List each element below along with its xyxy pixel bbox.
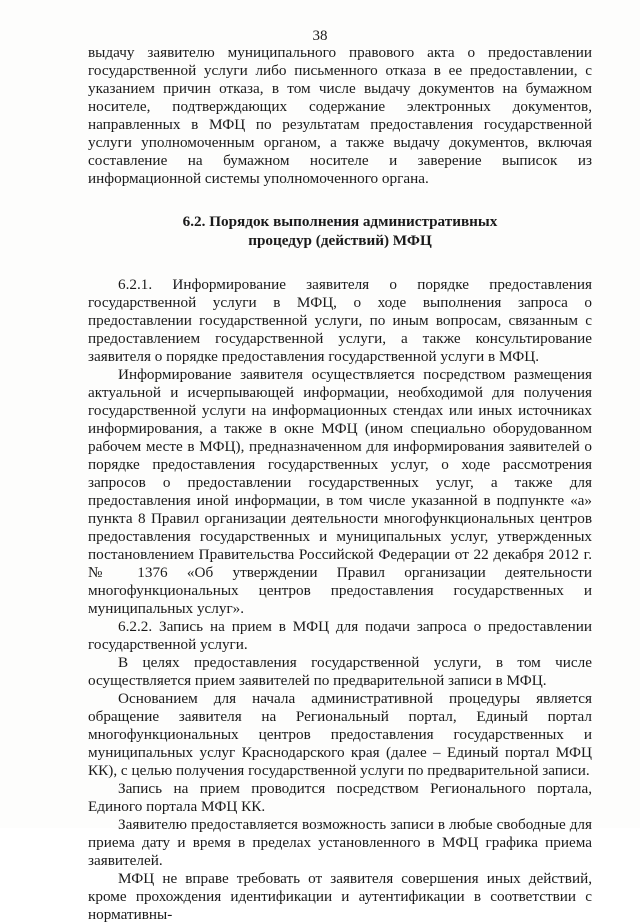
paragraph-6-2-1: 6.2.1. Информирование заявителя о порядке предоставления государственной услуги в МФЦ, о ходе выполнения запроса о предоставлении государственной услуги, по иным вопросам, связанным с предоставлением государственной услуги, а также консультирование заявителя о порядке предоставления государственной услуги в МФЦ. — [88, 276, 592, 365]
paragraph-basis: Основанием для начала административной процедуры является обращение заявителя на Региональный портал, Единый портал многофункциональных центров предоставления государственных и муниципальных услуг Краснодарского края (далее – Единый портал МФЦ КК), с целью получения государственной услуги по предварительной записи. — [88, 690, 592, 779]
paragraph-6-2-2: 6.2.2. Запись на прием в МФЦ для подачи запроса о предоставлении государственной услуги. — [88, 618, 592, 653]
paragraph-informing: Информирование заявителя осуществляется посредством размещения актуальной и исчерпывающей информации, необходимой для получения государственной услуги на информационных стендах или иных источниках информирования, а также в окне МФЦ (ином специально оборудованном рабочем месте в МФЦ), предназначенном для информирования заявителей о порядке предоставления государственных услуг, о ходе рассмотрения запросов о предоставлении государственных услуг, а также для предоставления иной информации, в том числе указанной в подпункте «а» пункта 8 Правил организации деятельности многофункциональных центров предоставления государственных и муниципальных услуг, утвержденных постановлением Правительства Российской Федерации от 22 декабря 2012 г. № 1376 «Об утверждении Правил организации деятельности многофункциональных центров предоставления государственных и муниципальных услуг». — [88, 366, 592, 617]
section-heading — [88, 212, 592, 250]
section-heading-line-2: процедур (действий) МФЦ — [248, 232, 432, 249]
paragraph-appointment: Запись на прием проводится посредством Регионального портала, Единого портала МФЦ КК. — [88, 780, 592, 815]
section-heading-line-1: 6.2. Порядок выполнения административных — [182, 213, 498, 230]
paragraph-continuation: выдачу заявителю муниципального правового акта о предоставлении государственной услуги либо письменного отказа в ее предоставлении, с указанием причин отказа, в том числе выдачу документов на бумажном носителе, подтверждающих содержание электронных документов, направленных в МФЦ по результатам предоставления государственной услуги уполномоченным органом, а также выдачу документов, включая составление на бумажном носителе и заверение выписок из информационной системы уполномоченного органа. — [88, 44, 592, 187]
paragraph-applicant-option: Заявителю предоставляется возможность записи в любые свободные для приема дату и время в пределах установленного в МФЦ графика приема заявителей. — [88, 816, 592, 869]
paragraph-mfc-restriction: МФЦ не вправе требовать от заявителя совершения иных действий, кроме прохождения идентификации и аутентификации в соответствии с нормативны- — [88, 870, 592, 923]
paragraph-purpose: В целях предоставления государственной услуги, в том числе осуществляется прием заявителей по предварительной записи в МФЦ. — [88, 654, 592, 689]
document-body — [88, 44, 592, 924]
page-number: 38 — [312, 28, 328, 44]
